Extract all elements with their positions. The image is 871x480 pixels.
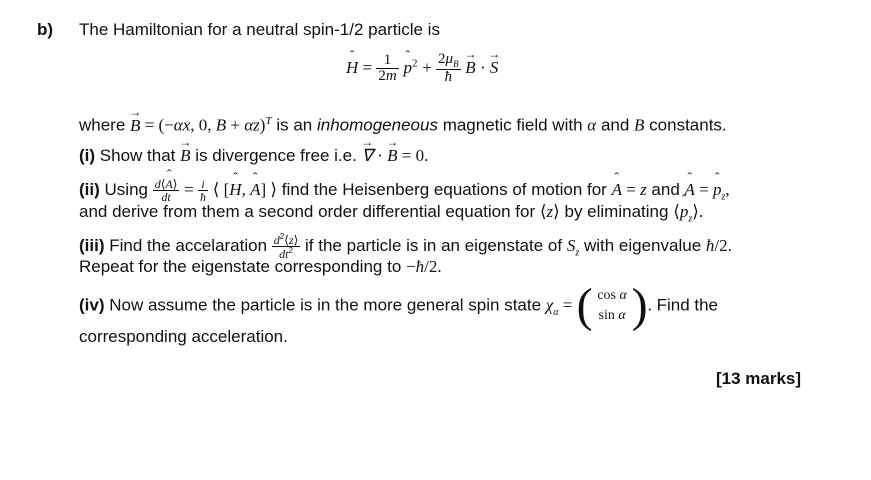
question-ii-line2: and derive from them a second order differential equation for ⟨z⟩ by eliminating ⟨ˆ $p_z⟩$. [79,202,703,224]
question-iv-line2: corresponding acceleration. [79,327,288,346]
question-iv: (iv) Now assume the particle is in the more general spin state $\chi_\alpha$ = ( cos α sin α ). Find the [79,279,719,332]
field-definition: where → B = (−αx, 0, B + αz)$^T$ is an inhomogeneous magnetic field with α and B constants. [79,115,727,136]
part-label: b) [37,20,54,39]
intro-text: The Hamiltonian for a neutral spin-1/2 particle is [79,20,440,39]
question-iii: (iii) Find the accelaration $\frac{d^2⟨z⟩}{dt^2}$ if the particle is in an eigenstate of $S_z$ with eigenvalue ħ/2. [79,232,732,261]
question-ii: (ii) Using $\frac{\text{d⟨ˆ A⟩}}{dt}$ = $\frac{i}{ħ}$ ⟨ [ˆ H, ˆ A] ⟩ find the Heisenberg equations of motion for ˆ A = z and ˆ A = ˆ $p_z$, [79,178,730,203]
question-iii-line2: Repeat for the eigenstate corresponding to −ħ/2. [79,257,442,276]
question-i: (i) Show that → B is divergence free i.e. → ∇ · → B = 0. [79,146,428,166]
hamiltonian-equation: ˆ H = $\frac{1}{2m}$ ˆ $p^2$ + $\frac{2\mu_B}{ħ}$ → B · → S [346,52,498,85]
marks-label: [13 marks] [716,369,802,388]
